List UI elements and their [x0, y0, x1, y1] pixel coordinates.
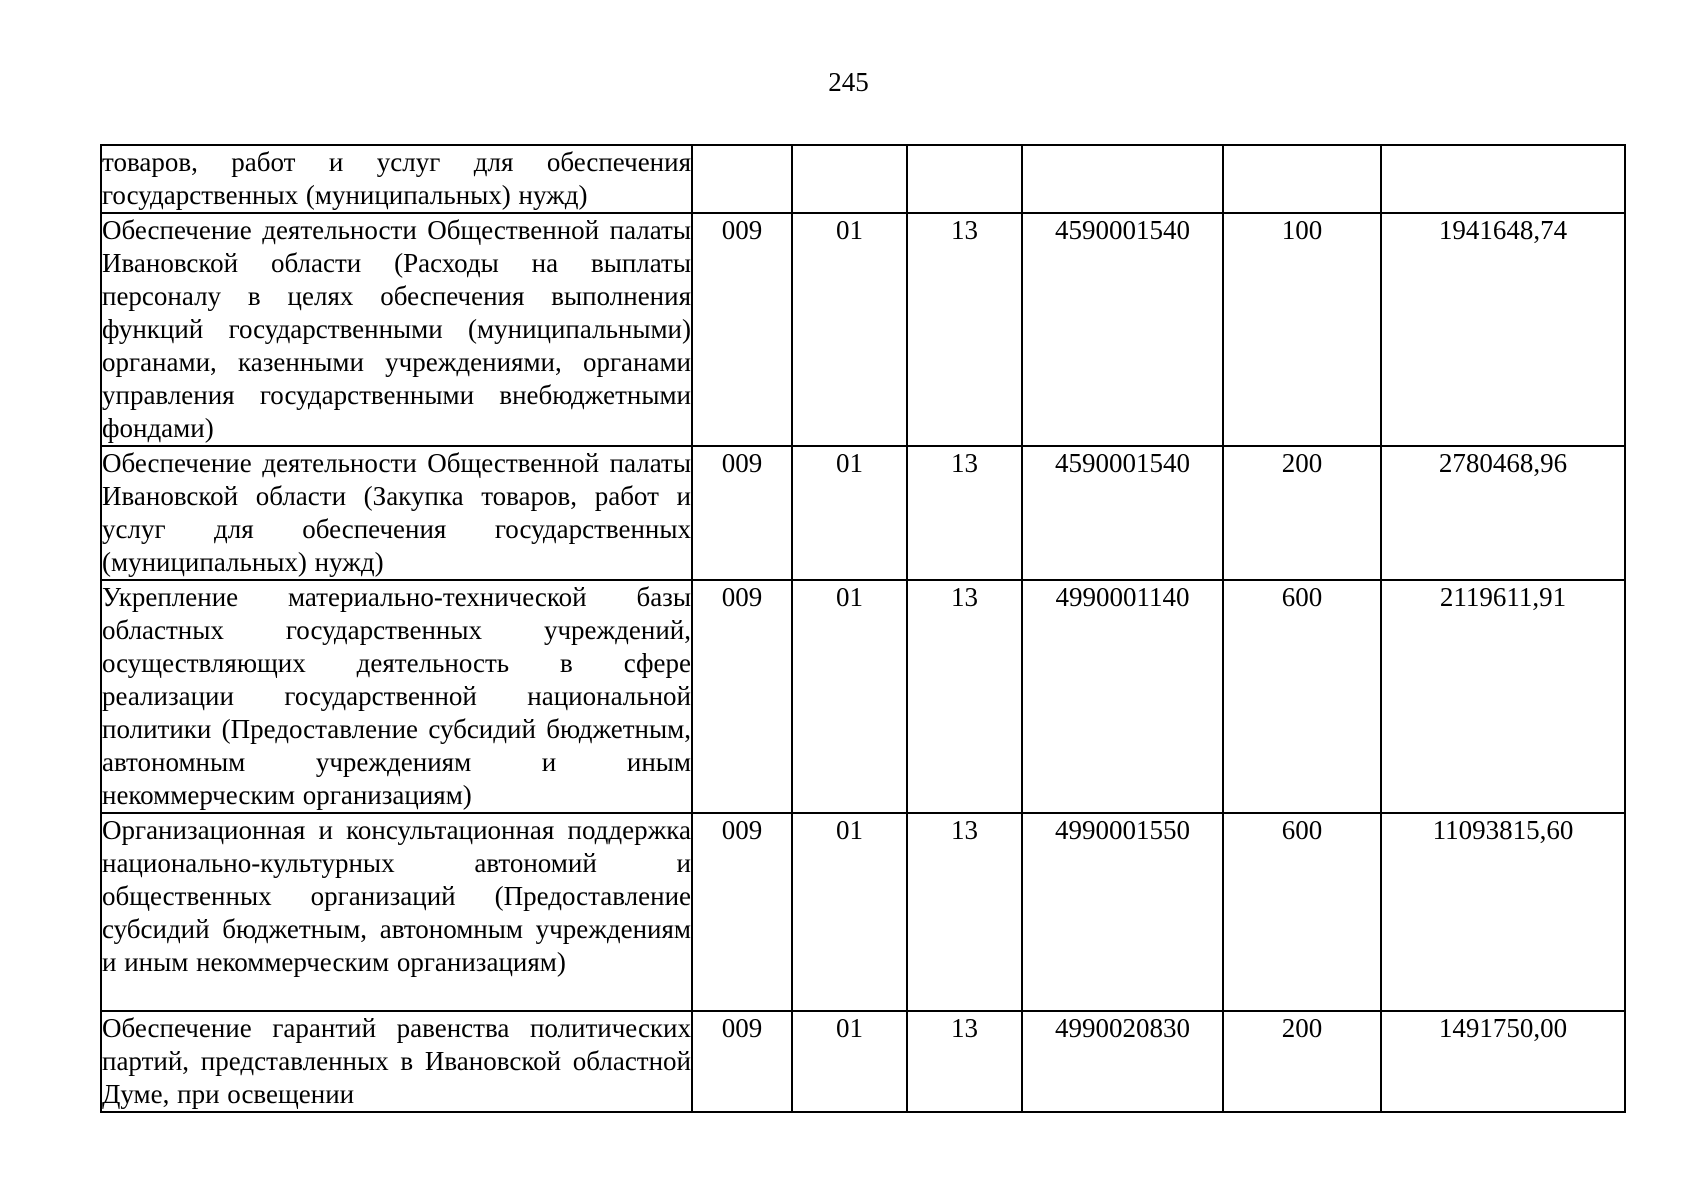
section-cell: 01: [792, 1011, 907, 1112]
amount-cell: 1941648,74: [1381, 213, 1625, 446]
expense-type-cell: 600: [1223, 813, 1381, 1011]
admin-code-cell: 009: [692, 580, 792, 813]
table-row: [101, 145, 1625, 213]
row-description: Обеспечение гарантий равенства политических партий, представленных в Ивановской областной Думе, при освещении: [101, 1011, 692, 1112]
expense-type-cell: 200: [1223, 1011, 1381, 1112]
row-description: Обеспечение деятельности Общественной палаты Ивановской области (Расходы на выплаты персоналу в целях обеспечения выполнения функций государственными (муниципальными) органами, казенными учреждениями, органами управления государственными внебюджетными фондами): [101, 213, 692, 446]
admin-code-cell: 009: [692, 213, 792, 446]
admin-code-cell: 009: [692, 446, 792, 580]
subsection-cell: 13: [907, 213, 1022, 446]
amount-cell: 2780468,96: [1381, 446, 1625, 580]
subsection-cell: 13: [907, 580, 1022, 813]
target-article-cell: 4590001540: [1022, 446, 1223, 580]
expense-type-cell: 200: [1223, 446, 1381, 580]
target-article-cell: 4990020830: [1022, 1011, 1223, 1112]
subsection-cell: 13: [907, 446, 1022, 580]
admin-code-cell: 009: [692, 1011, 792, 1112]
amount-cell: 11093815,60: [1381, 813, 1625, 1011]
section-cell: [792, 145, 907, 213]
admin-code-cell: [692, 145, 792, 213]
table-row: [101, 213, 1625, 446]
target-article-cell: 4590001540: [1022, 213, 1223, 446]
table-row: [101, 1011, 1625, 1112]
expense-type-cell: [1223, 145, 1381, 213]
row-description: Организационная и консультационная поддержка национально-культурных автономий и общественных организаций (Предоставление субсидий бюджетным, автономным учреждениям и иным некоммерческим организациям): [101, 813, 692, 1011]
section-cell: 01: [792, 580, 907, 813]
section-cell: 01: [792, 213, 907, 446]
row-description: Укрепление материально-технической базы областных государственных учреждений, осуществляющих деятельность в сфере реализации государственной национальной политики (Предоставление субсидий бюджетным, автономным учреждениям и иным некоммерческим организациям): [101, 580, 692, 813]
expense-type-cell: 600: [1223, 580, 1381, 813]
section-cell: 01: [792, 813, 907, 1011]
amount-cell: 2119611,91: [1381, 580, 1625, 813]
admin-code-cell: 009: [692, 813, 792, 1011]
row-description: товаров, работ и услуг для обеспечения государственных (муниципальных) нужд): [101, 145, 692, 213]
expense-type-cell: 100: [1223, 213, 1381, 446]
row-description: Обеспечение деятельности Общественной палаты Ивановской области (Закупка товаров, работ и услуг для обеспечения государственных (муниципальных) нужд): [101, 446, 692, 580]
target-article-cell: [1022, 145, 1223, 213]
amount-cell: [1381, 145, 1625, 213]
budget-table: [100, 144, 1626, 1113]
amount-cell: 1491750,00: [1381, 1011, 1625, 1112]
subsection-cell: 13: [907, 813, 1022, 1011]
subsection-cell: 13: [907, 1011, 1022, 1112]
table-row: [101, 813, 1625, 1011]
target-article-cell: 4990001140: [1022, 580, 1223, 813]
subsection-cell: [907, 145, 1022, 213]
table-row: [101, 580, 1625, 813]
target-article-cell: 4990001550: [1022, 813, 1223, 1011]
table-row: [101, 446, 1625, 580]
page-number: 245: [828, 67, 869, 97]
section-cell: 01: [792, 446, 907, 580]
